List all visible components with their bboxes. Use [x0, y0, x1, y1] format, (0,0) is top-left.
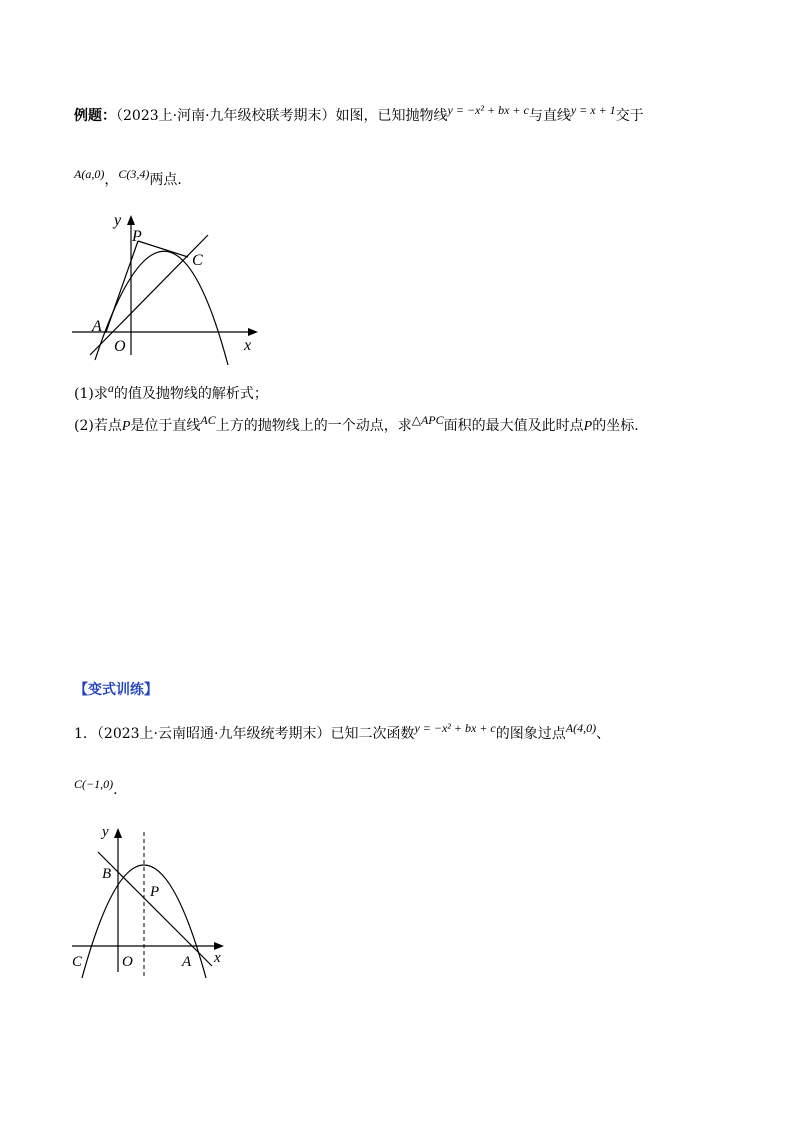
variant-figure [68, 822, 238, 982]
variant-point-a: A(4,0) [565, 721, 597, 735]
variant-point-c: C(−1,0) [74, 777, 114, 791]
point-c: C(3,4) [118, 167, 150, 181]
q2-mid3: 面积的最大值及此时点 [443, 418, 584, 434]
example-label: 例题： [74, 108, 116, 124]
x-axis-arrow [214, 942, 224, 950]
line-formula: y = x + 1 [570, 103, 616, 117]
label-y: y [102, 824, 109, 840]
example-figure [68, 205, 268, 365]
variant-heading: 【变式训练】 [74, 682, 158, 698]
variant-period: . [113, 782, 118, 798]
variant-number: 1． [74, 726, 97, 742]
with-line-text: 与直线 [528, 108, 571, 124]
label-y: y [114, 212, 122, 229]
variant-line-2 [74, 777, 118, 800]
question-1 [74, 381, 268, 404]
question-2 [74, 413, 639, 437]
example-line-1 [74, 103, 644, 126]
label-p: P [150, 884, 160, 900]
two-points-text: 两点. [149, 172, 182, 188]
parabola-formula: y = −x² + bx + c [447, 103, 529, 117]
q1-var: a [107, 381, 114, 395]
label-c: C [72, 954, 83, 970]
q1-suffix: 的值及抛物线的解析式； [113, 386, 268, 402]
line-ac [90, 235, 208, 355]
q2-ac: AC [200, 413, 216, 427]
q2-p2: P [583, 419, 593, 434]
label-p: P [132, 228, 142, 245]
variant-passes: 的图象过点 [495, 726, 566, 742]
segment-pc [138, 241, 188, 257]
label-c: C [192, 252, 203, 269]
q2-p: P [121, 419, 131, 434]
q2-triangle: △APC [411, 413, 444, 427]
label-a: A [182, 954, 192, 970]
q2-mid1: 是位于直线 [130, 418, 201, 434]
label-a: A [92, 318, 102, 335]
variant-line-1 [74, 721, 611, 744]
example-source: （2023上·河南·九年级校联考期末）如图，已知抛物线 [116, 108, 448, 124]
example-line-2 [74, 167, 182, 190]
comma: ， [104, 172, 119, 188]
segment-ap [106, 241, 138, 332]
label-x: x [214, 950, 221, 966]
q2-end: 的坐标. [592, 418, 639, 434]
variant-source: （2023上·云南昭通·九年级统考期末）已知二次函数 [96, 726, 415, 742]
intersect-text: 交于 [615, 108, 644, 124]
label-x: x [244, 337, 252, 354]
q2-prefix: (2)若点 [74, 418, 122, 434]
q1-prefix: (1)求 [74, 386, 108, 402]
variant-parabola: y = −x² + bx + c [414, 721, 496, 735]
q2-mid2: 上方的抛物线上的一个动点，求 [215, 418, 412, 434]
variant-sep: 、 [596, 726, 611, 742]
label-o: O [114, 338, 126, 355]
label-o: O [122, 954, 133, 970]
y-axis-arrow [127, 215, 135, 225]
label-b: B [102, 866, 112, 882]
x-axis-arrow [248, 328, 258, 336]
y-axis-arrow [114, 828, 122, 838]
point-a: A(a,0) [74, 167, 105, 181]
